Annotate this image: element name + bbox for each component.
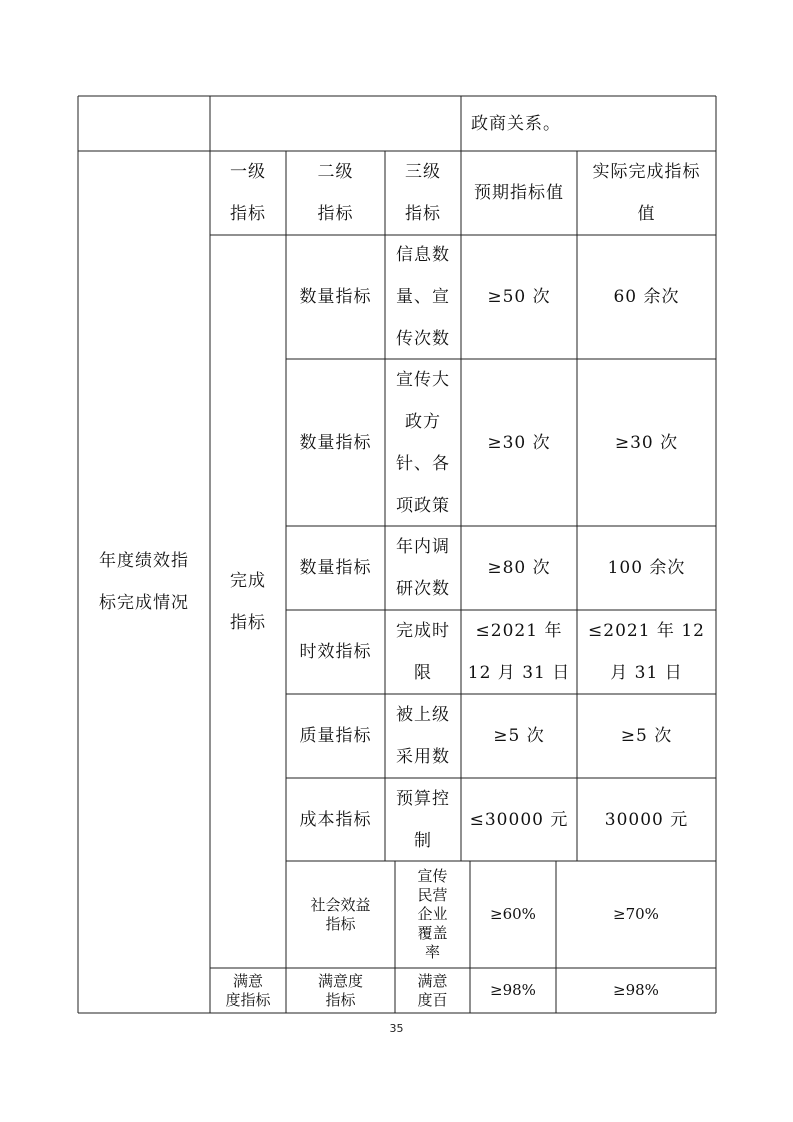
table-cell: ≥5 次 — [620, 726, 673, 746]
table-cell: 年内调 研次数 — [396, 537, 450, 599]
table-cell: ≥80 次 — [487, 558, 551, 578]
header-level3: 三级 指标 — [405, 162, 441, 224]
table-cell: ≥98% — [490, 981, 536, 999]
table-cell: 质量指标 — [299, 726, 372, 746]
header-level1: 一级 指标 — [230, 162, 266, 224]
table-cell: 完成时 限 — [396, 621, 450, 683]
table-cell: ≥98% — [613, 981, 659, 999]
table-cell: 100 余次 — [607, 558, 686, 578]
section-label: 年度绩效指 标完成情况 — [99, 551, 189, 613]
header-level2: 二级 指标 — [317, 162, 354, 224]
table-cell: 成本指标 — [299, 809, 372, 830]
table-cell: 社会效益 指标 — [310, 895, 371, 933]
table-cell: 宣传大 政方 针、各 项政策 — [396, 369, 450, 516]
table-cell: 时效指标 — [299, 642, 372, 662]
table-cell: ≥30 次 — [487, 432, 551, 453]
table-cell: 30000 元 — [604, 809, 689, 830]
table-cell: 满意 度百 — [417, 971, 448, 1009]
table-cell: ≥50 次 — [487, 287, 551, 307]
table-cell: 数量指标 — [299, 558, 372, 578]
page-number: 35 — [389, 1022, 404, 1035]
table-cell: ≥5 次 — [493, 726, 545, 746]
table-cell: ≥30 次 — [614, 432, 679, 453]
table-cell: ≤2021 年 12 月 31 日 — [588, 621, 705, 683]
table-cell: ≥70% — [613, 905, 659, 923]
table-cell: 数量指标 — [299, 432, 372, 453]
header-expected: 预期指标值 — [474, 183, 564, 203]
table-cell: 满意度 指标 — [317, 971, 363, 1009]
top-row-text: 政商关系。 — [471, 113, 561, 134]
table-cell: ≤2021 年 12 月 31 日 — [467, 621, 571, 683]
table-cell: 预算控 制 — [396, 788, 450, 851]
table-cell: 60 余次 — [613, 287, 680, 307]
table-cell: ≥60% — [490, 905, 536, 923]
table-cell: 被上级 采用数 — [396, 705, 450, 767]
table-cell: 信息数 量、宣 传次数 — [396, 245, 450, 349]
table-cell: 宣传 民营 企业 覆盖 率 — [417, 867, 448, 961]
table-cell: ≤30000 元 — [469, 809, 569, 830]
table-cell: 满意 度指标 — [225, 971, 271, 1009]
table-cell: 数量指标 — [299, 287, 372, 307]
header-actual: 实际完成指标 值 — [592, 162, 701, 224]
completion-label: 完成 指标 — [230, 570, 266, 633]
